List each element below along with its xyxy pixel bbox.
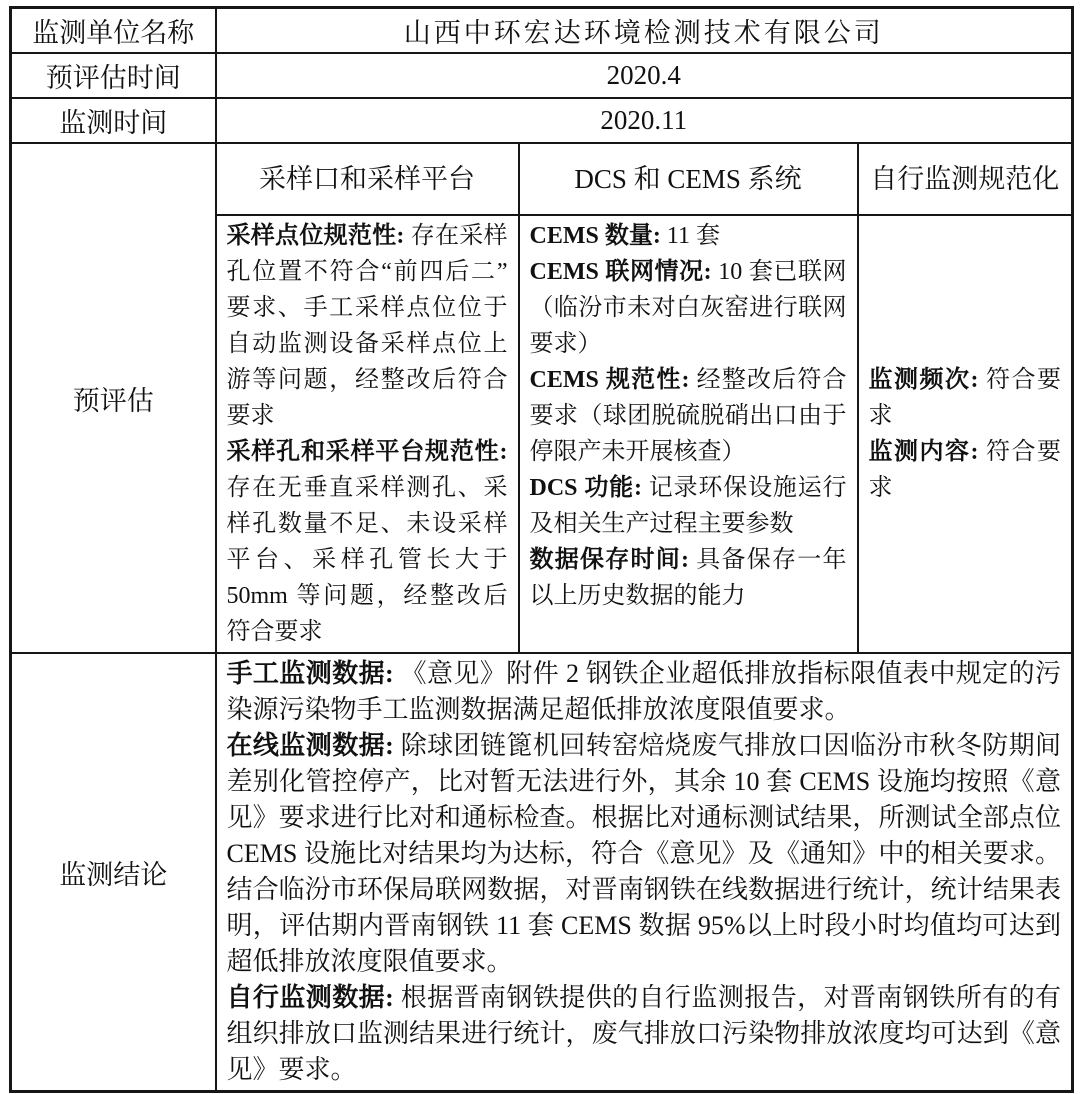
conclusion-row-label: 监测结论 xyxy=(11,653,216,1092)
self-monitoring-item-label: 监测频次: xyxy=(868,367,979,393)
dcs-cems-item-label: 数据保存时间: xyxy=(529,547,689,573)
dcs-cems-item-text: 10 套已联网（临汾市未对白灰窑进行联网要求） xyxy=(529,259,847,357)
monitor-time-label: 监测时间 xyxy=(11,98,216,143)
pre-eval-time-value: 2020.4 xyxy=(216,53,1073,98)
monitor-time-value: 2020.11 xyxy=(216,98,1073,143)
dcs-cems-item xyxy=(530,254,847,362)
conclusion-paragraph-text: 根据晋南钢铁提供的自行监测报告，对晋南钢铁所有的有组织排放口监测结果进行统计，废气排放口污染物排放浓度均可达到《意见》要求。 xyxy=(226,983,1061,1084)
sampling-cell xyxy=(216,215,519,653)
column-header-dcs-cems: DCS 和 CEMS 系统 xyxy=(519,143,858,215)
self-monitoring-cell xyxy=(858,215,1073,653)
self-monitoring-item-label: 监测内容: xyxy=(868,439,979,465)
sampling-item-text: 存在采样孔位置不符合“前四后二”要求、手工采样点位位于自动监测设备采样点位上游等问题，经整改后符合要求 xyxy=(226,223,508,429)
conclusion-paragraph-text: 《意见》附件 2 钢铁企业超低排放指标限值表中规定的污染源污染物手工监测数据满足超低排放浓度限值要求。 xyxy=(226,659,1061,724)
dcs-cems-item-text: 经整改后符合要求（球团脱硫脱硝出口由于停限产未开展核查） xyxy=(529,367,847,465)
sampling-item xyxy=(227,434,508,650)
dcs-cems-item-text: 具备保存一年以上历史数据的能力 xyxy=(529,547,847,609)
sampling-item-label: 采样孔和采样平台规范性: xyxy=(226,439,508,465)
dcs-cems-item-label: CEMS 数量: xyxy=(529,223,661,249)
monitoring-report-table xyxy=(9,6,1074,1093)
pre-eval-row-label: 预评估 xyxy=(11,143,216,653)
dcs-cems-item-label: DCS 功能: xyxy=(529,475,642,501)
self-monitoring-item xyxy=(869,362,1062,434)
dcs-cems-item xyxy=(530,218,847,254)
dcs-cems-item-label: CEMS 规范性: xyxy=(529,367,690,393)
conclusion-paragraph-label: 自行监测数据: xyxy=(226,983,394,1012)
sampling-item-text: 存在无垂直采样测孔、采样孔数量不足、未设采样平台、采样孔管长大于 50mm 等问题，经整改后符合要求 xyxy=(226,475,508,645)
unit-name-label: 监测单位名称 xyxy=(11,8,216,54)
table-row-monitor-time xyxy=(11,98,1073,143)
self-monitoring-item-text: 符合要求 xyxy=(868,439,1061,501)
dcs-cems-cell xyxy=(519,215,858,653)
conclusion-paragraph-label: 在线监测数据: xyxy=(226,731,394,760)
conclusion-paragraph xyxy=(227,656,1062,728)
conclusion-paragraph-text: 除球团链篦机回转窑焙烧废气排放口因临汾市秋冬防期间差别化管控停产，比对暂无法进行外，其余 10 套 CEMS 设施均按照《意见》要求进行比对和通标检查。根据比对通标测试结果，所测试全部点位 CEMS 设施比对结果均为达标，符合《意见》及《通知》中的相关要求。结合临汾市环保局联网数据，对晋南钢铁在线数据进行统计，统计结果表明，评估期内晋南钢铁 11 套 CEMS 数据 95%以上时段小时均值均可达到超低排放浓度限值要求。 xyxy=(226,731,1061,976)
pre-eval-time-label: 预评估时间 xyxy=(11,53,216,98)
unit-name-value: 山西中环宏达环境检测技术有限公司 xyxy=(216,8,1073,54)
column-header-self-monitoring: 自行监测规范化 xyxy=(858,143,1073,215)
column-header-sampling: 采样口和采样平台 xyxy=(216,143,519,215)
table-row-unit-name xyxy=(11,8,1073,54)
sampling-item-label: 采样点位规范性: xyxy=(226,223,405,249)
self-monitoring-item xyxy=(869,434,1062,506)
dcs-cems-item-text: 11 套 xyxy=(666,223,720,249)
conclusion-paragraph xyxy=(227,728,1062,980)
table-row-pre-eval-time xyxy=(11,53,1073,98)
dcs-cems-item xyxy=(530,470,847,542)
dcs-cems-item-label: CEMS 联网情况: xyxy=(529,259,712,285)
table-row-pre-eval-headers xyxy=(11,143,1073,215)
conclusion-paragraph xyxy=(227,980,1062,1088)
self-monitoring-item-text: 符合要求 xyxy=(868,367,1061,429)
table-row-conclusion xyxy=(11,653,1073,1092)
conclusion-cell xyxy=(216,653,1073,1092)
conclusion-paragraph-label: 手工监测数据: xyxy=(226,659,394,688)
dcs-cems-item xyxy=(530,362,847,470)
sampling-item xyxy=(227,218,508,434)
dcs-cems-item-text: 记录环保设施运行及相关生产过程主要参数 xyxy=(529,475,847,537)
dcs-cems-item xyxy=(530,542,847,614)
